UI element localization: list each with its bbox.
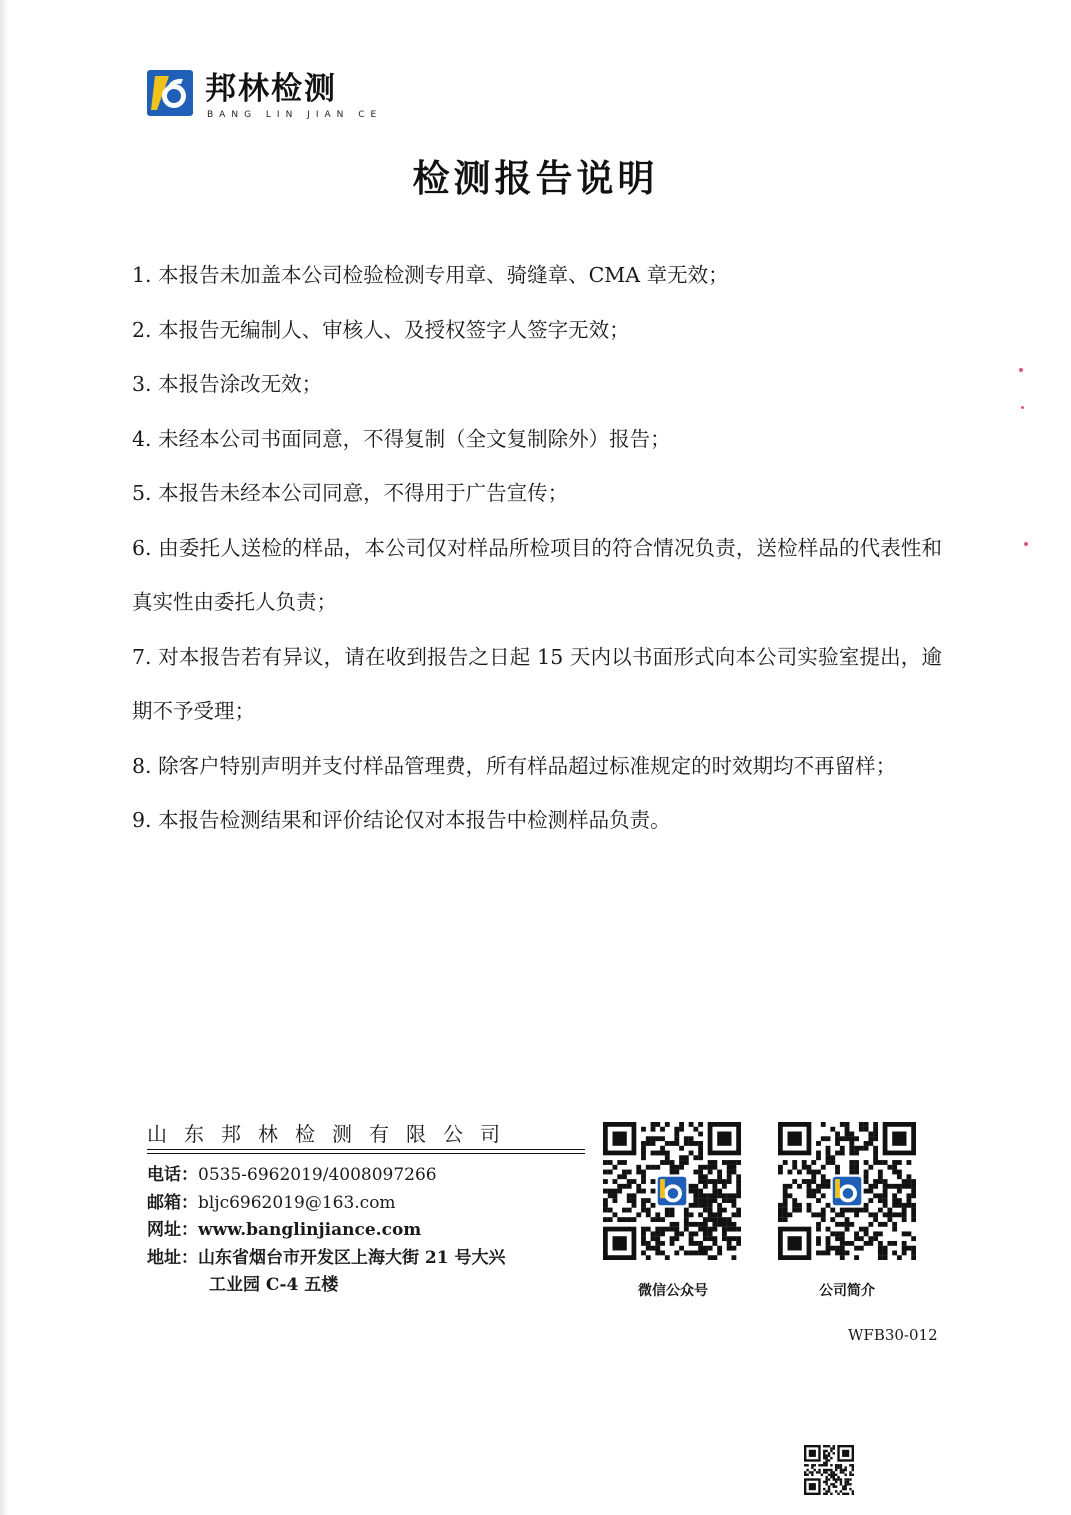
website-row bbox=[147, 1217, 585, 1245]
address-line-1: 山东省烟台市开发区上海大街 21 号大兴 bbox=[198, 1247, 506, 1268]
email-row bbox=[147, 1190, 585, 1218]
statement-item: 1. 本报告未加盖本公司检验检测专用章、骑缝章、CMA 章无效； bbox=[132, 263, 729, 287]
website-value: www.banglinjiance.com bbox=[198, 1220, 422, 1240]
statement-list bbox=[132, 248, 942, 848]
statement-item: 9. 本报告检测结果和评价结论仅对本报告中检测样品负责。 bbox=[132, 808, 671, 832]
company-intro-qr-label: 公司简介 bbox=[819, 1283, 875, 1299]
statement-item: 5. 本报告未经本公司同意，不得用于广告宣传； bbox=[132, 481, 569, 505]
website-label: 网址： bbox=[147, 1220, 198, 1240]
address-row bbox=[147, 1245, 585, 1273]
statement-item: 3. 本报告涂改无效； bbox=[132, 372, 323, 396]
divider bbox=[147, 1153, 585, 1154]
contact-details bbox=[147, 1162, 585, 1300]
company-contact-block bbox=[147, 1118, 585, 1300]
wechat-qr-label: 微信公众号 bbox=[638, 1283, 708, 1299]
email-value: bljc6962019@163.com bbox=[198, 1192, 396, 1213]
logo-mark-icon bbox=[147, 70, 193, 116]
statement-item: 8. 除客户特别声明并支付样品管理费，所有样品超过标准规定的时效期均不再留样； bbox=[132, 753, 897, 778]
statement-item: 2. 本报告无编制人、审核人、及授权签字人签字无效； bbox=[132, 317, 630, 342]
scan-artifact bbox=[1021, 406, 1024, 409]
logo-english-name: BANG LIN JIAN CE bbox=[207, 110, 383, 120]
statement-item: 4. 未经本公司书面同意，不得复制（全文复制除外）报告； bbox=[132, 426, 671, 451]
company-intro-qr-code-icon bbox=[778, 1122, 916, 1260]
statement-item: 6. 由委托人送检的样品，本公司仅对样品所检项目的符合情况负责，送检样品的代表性和真实性由委托人负责； bbox=[132, 535, 942, 614]
scan-qr-code-icon bbox=[804, 1445, 854, 1495]
scan-artifact bbox=[1019, 368, 1023, 372]
address-line-2: 工业园 C-4 五楼 bbox=[209, 1275, 339, 1295]
logo-chinese-name: 邦林检测 bbox=[205, 71, 337, 107]
phone-label: 电话： bbox=[147, 1165, 198, 1185]
company-logo bbox=[147, 70, 387, 130]
phone-value: 0535-6962019/4008097266 bbox=[198, 1165, 437, 1185]
wechat-qr-code-icon bbox=[603, 1122, 741, 1260]
email-label: 邮箱： bbox=[147, 1192, 198, 1213]
statement-item: 7. 对本报告若有异议，请在收到报告之日起 15 天内以书面形式向本公司实验室提出，逾期不予受理； bbox=[132, 644, 942, 723]
phone-row bbox=[147, 1162, 585, 1190]
company-name: 山东邦林检测有限公司 bbox=[147, 1118, 585, 1150]
document-code: WFB30-012 bbox=[848, 1326, 938, 1344]
address-label: 地址： bbox=[147, 1247, 198, 1268]
scan-artifact bbox=[1024, 542, 1028, 546]
page-title: 检测报告说明 bbox=[412, 157, 659, 200]
scan-edge-shadow bbox=[0, 0, 8, 1515]
